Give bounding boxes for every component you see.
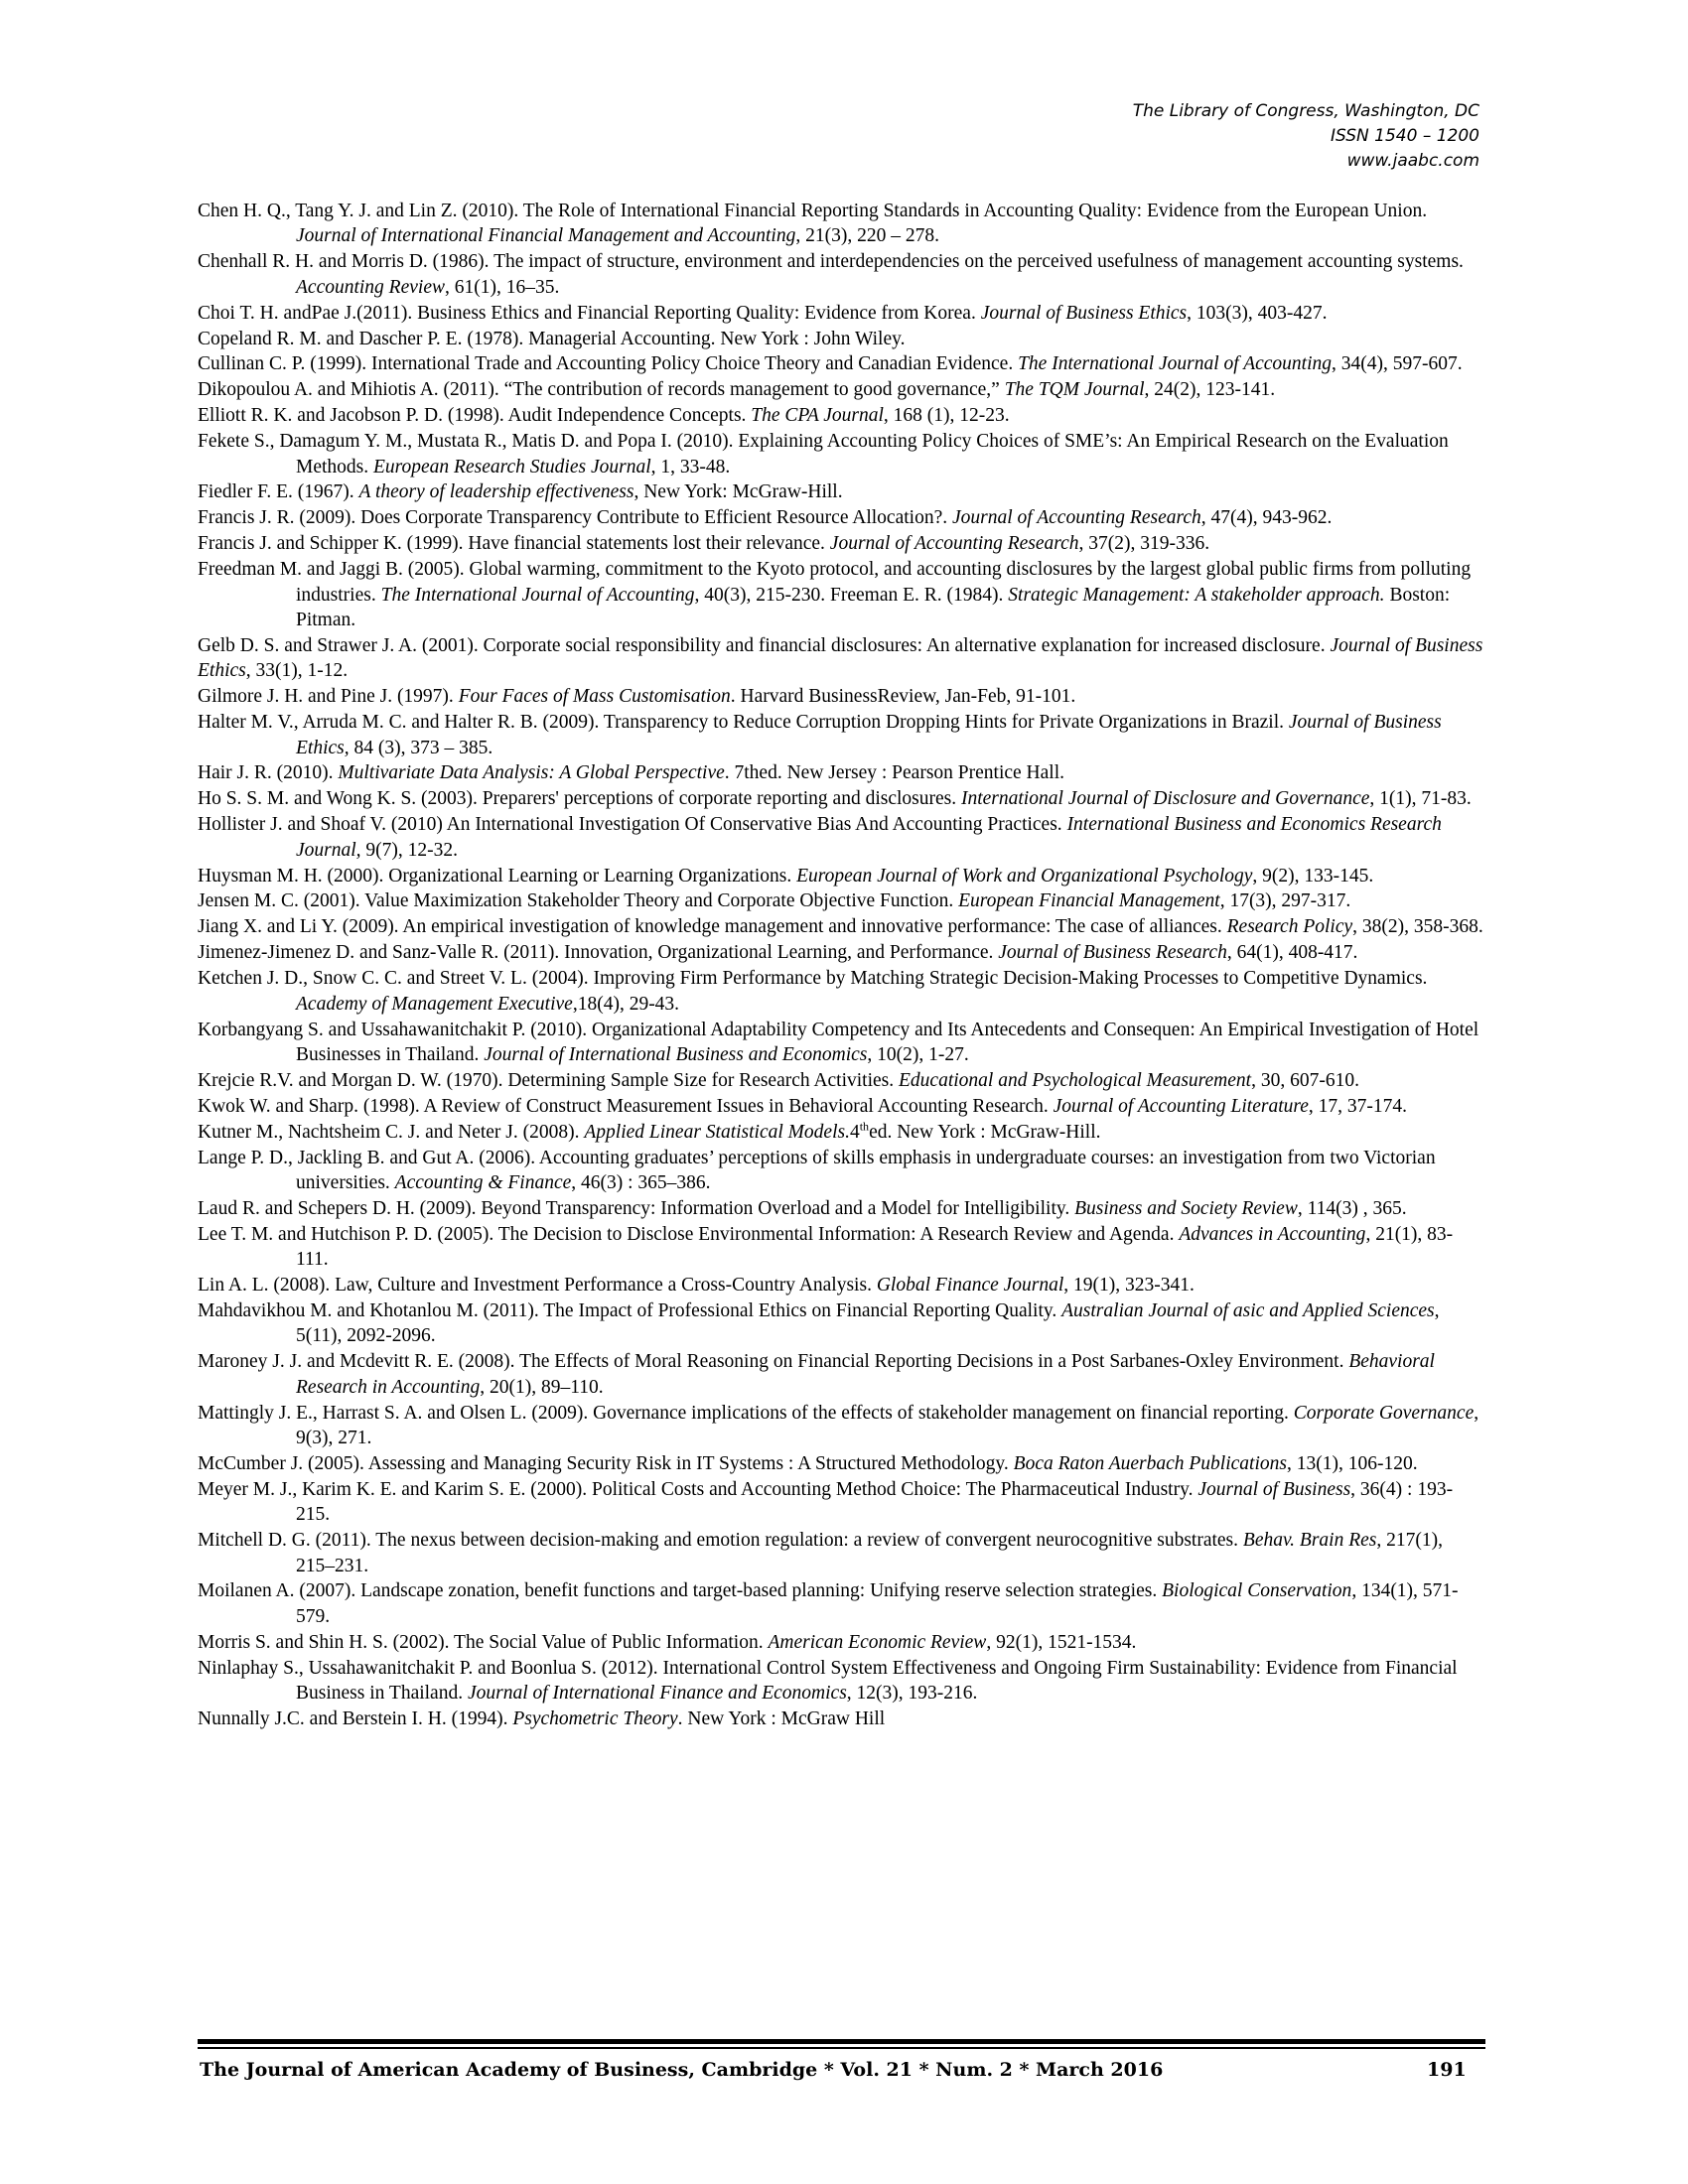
page-number: 191 <box>1427 2059 1467 2081</box>
reference-italic-text: Business and Society Review <box>1074 1197 1298 1219</box>
reference-entry <box>198 1477 1483 1528</box>
reference-text: Chenhall R. H. and Morris D. (1986). The impact of structure, environment and interdependencies on the perceived usefulness of management accounting systems. <box>198 251 1464 273</box>
reference-text: Huysman M. H. (2000). Organizational Learning or Learning Organizations. <box>198 865 797 887</box>
reference-text: Ninlaphay S., Ussahawanitchakit P. and Boonlua S. (2012). International Control System Effectiveness and Ongoing Firm Sustainability: Evidence from Financial Business in Thailand. <box>198 1657 1458 1705</box>
reference-text: Francis J. and Schipper K. (1999). Have financial statements lost their relevance. <box>198 533 830 555</box>
reference-text: Moilanen A. (2007). Landscape zonation, benefit functions and target-based planning: Unifying reserve selection strategies. <box>198 1580 1163 1602</box>
reference-entry <box>198 888 1483 913</box>
reference-entry <box>198 1120 1483 1145</box>
reference-entry <box>198 1068 1483 1093</box>
reference-italic-text: Journal of Business <box>1197 1478 1351 1500</box>
reference-text: Francis J. R. (2009). Does Corporate Transparency Contribute to Efficient Resource Allocation?. <box>198 507 952 529</box>
reference-text: Jimenez-Jimenez D. and Sanz-Valle R. (2011). Innovation, Organizational Learning, and Performance. <box>198 942 999 964</box>
reference-text: Lange P. D., Jackling B. and Gut A. (2006). Accounting graduates’ perceptions of skills emphasis in undergraduate courses: an investigation from two Victorian universities. <box>198 1147 1436 1193</box>
reference-text: . Harvard BusinessReview, Jan-Feb, 91-101. <box>730 686 1076 708</box>
reference-italic-text: Journal of International Finance and Economics <box>467 1683 847 1705</box>
reference-text: , 134(1), 571-579. <box>296 1580 1459 1627</box>
reference-entry <box>198 710 1483 760</box>
reference-italic-text: The CPA Journal <box>751 405 884 427</box>
reference-text: Choi T. H. andPae J.(2011). Business Ethics and Financial Reporting Quality: Evidence from Korea. <box>198 302 981 324</box>
reference-text: . New York : McGraw Hill <box>677 1707 886 1729</box>
reference-entry <box>198 1349 1483 1400</box>
reference-text: Maroney J. J. and Mcdevitt R. E. (2008). The Effects of Moral Reasoning on Financial Reporting Decisions in a Post Sarbanes-Oxley Environment. <box>198 1351 1349 1373</box>
reference-entry <box>198 1018 1483 1068</box>
reference-entry <box>198 914 1483 939</box>
reference-italic-text: A theory of leadership effectiveness <box>358 481 634 503</box>
reference-italic-text: Academy of Management Executive <box>296 993 573 1015</box>
reference-text: Korbangyang S. and Ussahawanitchakit P. (2010). Organizational Adaptability Competency and Its Antecedents and Consequen: An Empirical Investigation of Hotel Businesses in Thailand. <box>198 1019 1479 1065</box>
reference-entry <box>198 429 1483 479</box>
reference-entry <box>198 351 1483 376</box>
reference-entry <box>198 760 1483 785</box>
reference-text: , 20(1), 89–110. <box>480 1376 604 1398</box>
reference-italic-text: Educational and Psychological Measurement <box>899 1069 1252 1091</box>
reference-text: 4 <box>849 1121 860 1143</box>
reference-entry <box>198 966 1483 1017</box>
reference-text: , 21(3), 220 – 278. <box>795 225 939 247</box>
reference-text: Jensen M. C. (2001). Value Maximization Stakeholder Theory and Corporate Objective Function. <box>198 890 959 912</box>
reference-text: , 19(1), 323-341. <box>1063 1275 1195 1297</box>
reference-text: Hair J. R. (2010). <box>198 762 339 784</box>
header-library: The Library of Congress, Washington, DC <box>1132 101 1479 121</box>
reference-text: , 64(1), 408-417. <box>1226 942 1358 964</box>
reference-entry <box>198 1578 1483 1629</box>
reference-entry <box>198 1222 1483 1273</box>
reference-italic-text: Applied Linear Statistical Models. <box>584 1121 850 1143</box>
reference-text: 84 (3), 373 – 385. <box>349 737 493 758</box>
reference-text: Freedman M. and Jaggi B. (2005). Global warming, commitment to the Kyoto protocol, and accounting disclosures by the largest global public firms from polluting industries. <box>198 559 1472 606</box>
reference-text: , 1(1), 71-83. <box>1369 788 1472 810</box>
reference-italic-text: Corporate Governance <box>1293 1402 1475 1424</box>
reference-text: , 103(3), 403-427. <box>1187 302 1328 324</box>
reference-text: Copeland R. M. and Dascher P. E. (1978). Managerial Accounting. New York : John Wiley. <box>198 328 906 349</box>
reference-text: Fiedler F. E. (1967). <box>198 481 359 503</box>
reference-text: Ho S. S. M. and Wong K. S. (2003). Preparers' perceptions of corporate reporting and disclosures. <box>198 788 961 810</box>
reference-italic-text: Australian Journal of asic and Applied Sciences <box>1061 1299 1435 1321</box>
reference-italic-text: Journal of Business Research <box>998 942 1227 964</box>
reference-entry <box>198 479 1483 504</box>
reference-entry <box>198 1706 1483 1731</box>
reference-entry <box>198 1656 1483 1706</box>
reference-text: , 36(4) : 193-215. <box>296 1478 1454 1526</box>
reference-text: , 33(1), 1-12. <box>245 660 349 682</box>
reference-text: Mahdavikhou M. and Khotanlou M. (2011). The Impact of Professional Ethics on Financial Reporting Quality. <box>198 1299 1062 1321</box>
reference-text: , 37(2), 319-336. <box>1078 533 1210 555</box>
reference-text: Mattingly J. E., Harrast S. A. and Olsen L. (2009). Governance implications of the effects of stakeholder management on financial reporting. <box>198 1402 1294 1424</box>
reference-text: , New York: McGraw-Hill. <box>633 481 843 503</box>
reference-text: , 1, 33-48. <box>650 456 731 478</box>
reference-entry <box>198 557 1483 632</box>
reference-text: , 9(3), 271. <box>296 1402 1479 1448</box>
reference-entry <box>198 505 1483 530</box>
reference-entry <box>198 1146 1483 1196</box>
reference-entry <box>198 684 1483 709</box>
reference-text: Gelb D. S. and Strawer J. A. (2001). Corporate social responsibility and financial disclosures: An alternative explanation for increased disclosure. <box>198 634 1331 656</box>
reference-text: , 21(1), 83-111. <box>296 1223 1454 1271</box>
reference-text: Krejcie R.V. and Morgan D. W. (1970). Determining Sample Size for Research Activities. <box>198 1069 900 1091</box>
reference-text: , 30, 607-610. <box>1251 1069 1359 1091</box>
reference-entry <box>198 327 1483 351</box>
reference-text: Mitchell D. G. (2011). The nexus between decision-making and emotion regulation: a review of convergent neurocognitive substrates. <box>198 1530 1243 1552</box>
reference-italic-text: The International Journal of Accounting <box>1018 353 1333 375</box>
reference-text: Lin A. L. (2008). Law, Culture and Investment Performance a Cross-Country Analysis. <box>198 1275 877 1297</box>
reference-text: Jiang X. and Li Y. (2009). An empirical investigation of knowledge management and innovative performance: The case of alliances. <box>198 916 1227 938</box>
header-issn: ISSN 1540 – 1200 <box>1331 126 1479 146</box>
reference-text: , 61(1), 16–35. <box>444 276 560 298</box>
reference-text: , 168 (1), 12-23. <box>883 405 1010 427</box>
reference-entry <box>198 199 1483 249</box>
reference-text: , 40(3), 215-230. Freeman E. R. (1984). <box>694 584 1009 606</box>
reference-italic-text: European Research Studies Journal <box>373 456 651 478</box>
reference-text: , 12(3), 193-216. <box>846 1683 978 1705</box>
reference-entry <box>198 1298 1483 1349</box>
reference-text: Gilmore J. H. and Pine J. (1997). <box>198 686 459 708</box>
reference-entry <box>198 249 1483 300</box>
reference-text: , 17(3), 297-317. <box>1219 890 1351 912</box>
reference-entry <box>198 1401 1483 1451</box>
reference-text: Cullinan C. P. (1999). International Trade and Accounting Policy Choice Theory and Canadian Evidence. <box>198 353 1019 375</box>
reference-italic-text: The International Journal of Accounting <box>380 584 695 606</box>
reference-text: Lee T. M. and Hutchison P. D. (2005). The Decision to Disclose Environmental Information: A Research Review and Agenda. <box>198 1223 1180 1245</box>
reference-entry <box>198 301 1483 326</box>
reference-entry <box>198 1528 1483 1578</box>
reference-italic-text: Four Faces of Mass Customisation <box>458 686 731 708</box>
reference-italic-text: Psychometric Theory <box>512 1707 678 1729</box>
reference-text: , 34(4), 597-607. <box>1332 353 1463 375</box>
reference-text: , 92(1), 1521-1534. <box>986 1631 1137 1653</box>
reference-italic-text: Advances in Accounting <box>1179 1223 1366 1245</box>
reference-text: , 114(3) , 365. <box>1297 1197 1407 1219</box>
reference-italic-text: Journal of Accounting Research <box>829 533 1079 555</box>
header-website: www.jaabc.com <box>1346 151 1479 171</box>
reference-italic-text: Accounting Review <box>296 276 445 298</box>
reference-entry <box>198 1273 1483 1297</box>
reference-text: , 38(2), 358-368. <box>1352 916 1483 938</box>
reference-text: , 13(1), 106-120. <box>1286 1452 1418 1474</box>
reference-text: ed. New York : McGraw-Hill. <box>869 1121 1101 1143</box>
reference-italic-text: Global Finance Journal <box>876 1275 1064 1297</box>
reference-italic-text: American Economic Review <box>768 1631 987 1653</box>
reference-text: , 217(1), 215–231. <box>296 1530 1444 1576</box>
reference-text: Chen H. Q., Tang Y. J. and Lin Z. (2010). The Role of International Financial Reporting Standards in Accounting Quality: Evidence from the European Union. <box>198 201 1428 221</box>
reference-italic-text: Biological Conservation <box>1162 1580 1352 1602</box>
reference-text: Fekete S., Damagum Y. M., Mustata R., Matis D. and Popa I. (2010). Explaining Accounting Policy Choices of SME’s: An Empirical Research on the Evaluation Methods. <box>198 431 1449 478</box>
reference-text: Boston: Pitman. <box>296 584 1451 630</box>
reference-entry <box>198 1196 1483 1221</box>
reference-italic-text: Accounting & Finance <box>394 1171 572 1193</box>
footer-journal-info: The Journal of American Academy of Business, Cambridge * Vol. 21 * Num. 2 * March 2016 <box>200 2059 1164 2081</box>
reference-italic-text: Journal of Business Ethics <box>980 302 1188 324</box>
reference-entry <box>198 377 1483 402</box>
reference-italic-text: Multivariate Data Analysis: A Global Perspective <box>338 762 725 784</box>
reference-italic-text: Research Policy <box>1226 916 1353 938</box>
reference-italic-text: The TQM Journal <box>1004 379 1145 401</box>
reference-entry <box>198 1094 1483 1119</box>
reference-text: Laud R. and Schepers D. H. (2009). Beyond Transparency: Information Overload and a Model for Intelligibility. <box>198 1197 1075 1219</box>
reference-italic-text: European Journal of Work and Organizational Psychology <box>796 865 1253 887</box>
reference-italic-text: Behav. Brain Res <box>1242 1530 1377 1552</box>
reference-text: ,18(4), 29-43. <box>572 993 680 1015</box>
reference-text: , 46(3) : 365–386. <box>571 1171 711 1193</box>
reference-italic-text: European Financial Management <box>958 890 1220 912</box>
footer-rule-thin <box>198 2047 1485 2049</box>
reference-text: 9(7), 12-32. <box>360 839 459 861</box>
page-header <box>1133 99 1479 174</box>
reference-text: , 10(2), 1-27. <box>867 1043 969 1065</box>
reference-text: Dikopoulou A. and Mihiotis A. (2011). “The contribution of records management to good governance,” <box>198 379 1005 401</box>
reference-italic-text: Behavioral Research in Accounting <box>296 1351 1435 1398</box>
reference-italic-text: Strategic Management: A stakeholder approach. <box>1008 584 1385 606</box>
reference-text: Elliott R. K. and Jacobson P. D. (1998). Audit Independence Concepts. <box>198 405 752 427</box>
reference-text: McCumber J. (2005). Assessing and Managing Security Risk in IT Systems : A Structured Methodology. <box>198 1452 1014 1474</box>
footer-rule-thick <box>198 2039 1485 2044</box>
reference-italic-text: Journal of Accounting Literature <box>1053 1095 1309 1117</box>
reference-italic-text: Journal of Business Ethics <box>198 634 1483 682</box>
reference-text: Kutner M., Nachtsheim C. J. and Neter J. (2008). <box>198 1121 585 1143</box>
reference-entry <box>198 403 1483 428</box>
reference-text: , 24(2), 123-141. <box>1144 379 1276 401</box>
reference-italic-text: Journal of Accounting Research <box>952 507 1201 529</box>
reference-text: Hollister J. and Shoaf V. (2010) An International Investigation Of Conservative Bias And Accounting Practices. <box>198 814 1067 836</box>
reference-italic-text: Journal of Business Ethics, <box>296 712 1442 758</box>
reference-italic-text: Journal of International Business and Economics <box>484 1043 868 1065</box>
reference-italic-text: Boca Raton Auerbach Publications <box>1013 1452 1287 1474</box>
reference-text: , 9(2), 133-145. <box>1252 865 1374 887</box>
reference-text: Meyer M. J., Karim K. E. and Karim S. E. (2000). Political Costs and Accounting Method Choice: The Pharmaceutical Industry. <box>198 1478 1198 1500</box>
reference-entry <box>198 940 1483 965</box>
reference-italic-text: International Business and Economics Research Journal, <box>296 814 1442 861</box>
reference-entry <box>198 1630 1483 1655</box>
reference-text: Kwok W. and Sharp. (1998). A Review of Construct Measurement Issues in Behavioral Accounting Research. <box>198 1095 1054 1117</box>
reference-entry <box>198 864 1483 888</box>
reference-entry <box>198 531 1483 556</box>
reference-text: Morris S. and Shin H. S. (2002). The Social Value of Public Information. <box>198 1631 769 1653</box>
reference-entry <box>198 1451 1483 1476</box>
reference-text: , 17, 37-174. <box>1308 1095 1408 1117</box>
reference-italic-text: Journal of International Financial Management and Accounting <box>296 225 796 247</box>
reference-text: , 5(11), 2092-2096. <box>296 1299 1440 1347</box>
reference-list <box>198 199 1483 1732</box>
reference-text: . 7thed. New Jersey : Pearson Prentice Hall. <box>724 762 1065 784</box>
superscript-text: th <box>859 1119 870 1134</box>
reference-text: Halter M. V., Arruda M. C. and Halter R. B. (2009). Transparency to Reduce Corruption Dropping Hints for Private Organizations in Brazil. <box>198 712 1289 734</box>
reference-entry <box>198 812 1483 863</box>
reference-italic-text: International Journal of Disclosure and Governance <box>960 788 1370 810</box>
reference-text: , 47(4), 943-962. <box>1200 507 1333 529</box>
reference-entry <box>198 786 1483 811</box>
reference-text: Ketchen J. D., Snow C. C. and Street V. L. (2004). Improving Firm Performance by Matching Strategic Decision-Making Processes to Competitive Dynamics. <box>198 968 1428 990</box>
reference-text: Nunnally J.C. and Berstein I. H. (1994). <box>198 1707 513 1729</box>
reference-entry <box>198 633 1483 684</box>
